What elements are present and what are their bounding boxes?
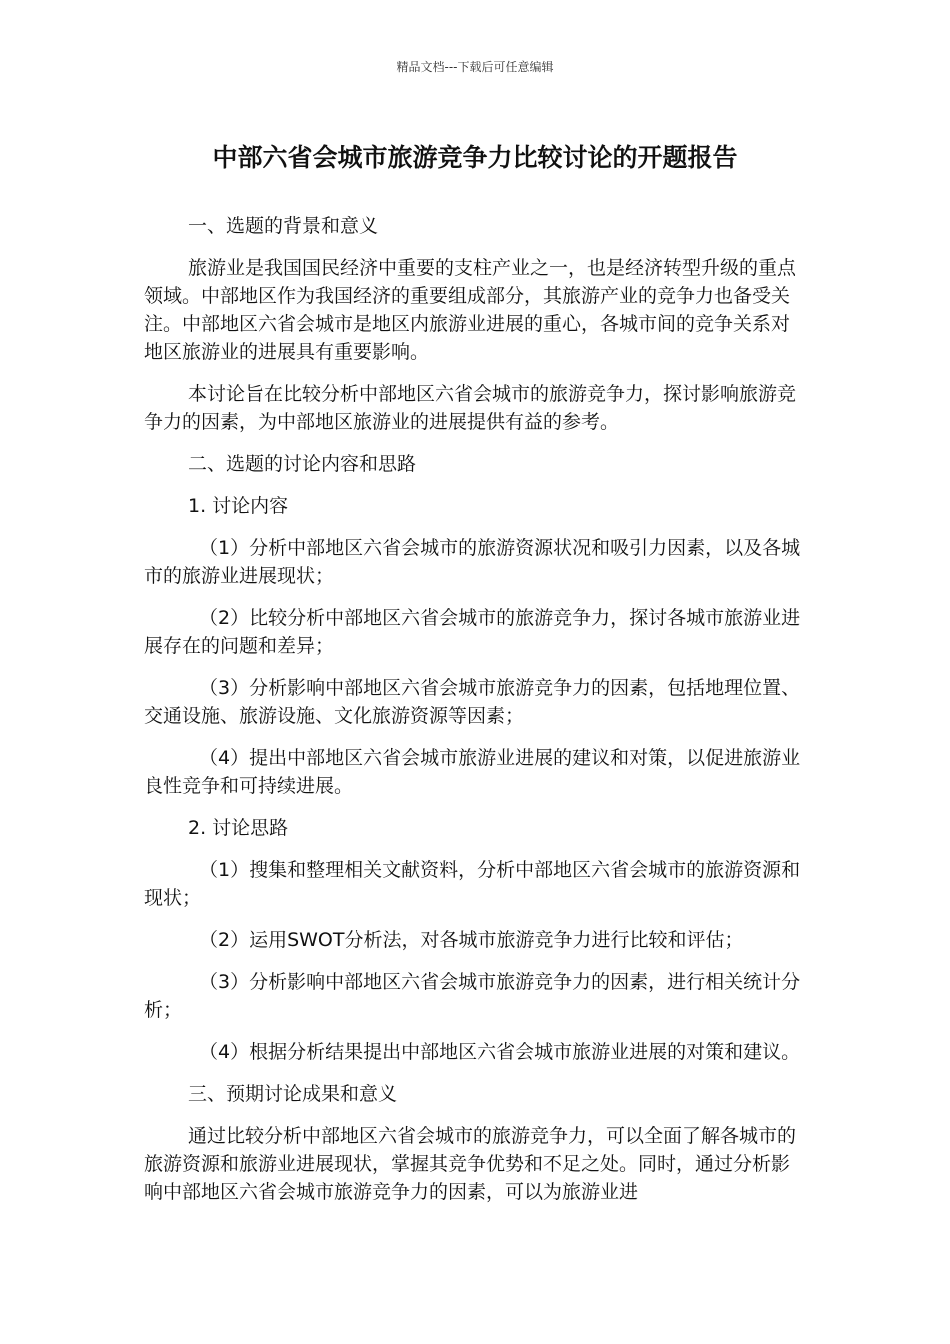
subsection-heading: 2. 讨论思路 bbox=[188, 817, 289, 839]
list-item: （2）运用SWOT分析法，对各城市旅游竞争力进行比较和评估； bbox=[199, 929, 744, 951]
document-body bbox=[144, 212, 806, 1220]
list-item: （1）搜集和整理相关文献资料，分析中部地区六省会城市的旅游资源和现状； bbox=[144, 859, 801, 909]
list-item: （1）分析中部地区六省会城市的旅游资源状况和吸引力因素，以及各城市的旅游业进展现状； bbox=[144, 537, 801, 587]
body-paragraph: 通过比较分析中部地区六省会城市的旅游竞争力，可以全面了解各城市的旅游资源和旅游业进展现状，掌握其竞争优势和不足之处。同时，通过分析影响中部地区六省会城市旅游竞争力的因素，可以为旅游业进 bbox=[144, 1125, 797, 1203]
list-item: （4）根据分析结果提出中部地区六省会城市旅游业进展的对策和建议。 bbox=[199, 1041, 801, 1063]
section-heading-2: 二、选题的讨论内容和思路 bbox=[188, 453, 417, 475]
document-title: 中部六省会城市旅游竞争力比较讨论的开题报告 bbox=[212, 143, 738, 172]
list-item: （3）分析影响中部地区六省会城市旅游竞争力的因素，进行相关统计分析； bbox=[144, 971, 801, 1021]
page-header-watermark: 精品文档---下载后可任意编辑 bbox=[396, 60, 554, 74]
list-item: （2）比较分析中部地区六省会城市的旅游竞争力，探讨各城市旅游业进展存在的问题和差异； bbox=[144, 607, 801, 657]
section-heading-3: 三、预期讨论成果和意义 bbox=[188, 1083, 398, 1105]
body-paragraph: 旅游业是我国国民经济中重要的支柱产业之一，也是经济转型升级的重点领域。中部地区作为我国经济的重要组成部分，其旅游产业的竞争力也备受关注。中部地区六省会城市是地区内旅游业进展的重心，各城市间的竞争关系对地区旅游业的进展具有重要影响。 bbox=[144, 257, 797, 363]
list-item: （4）提出中部地区六省会城市旅游业进展的建议和对策，以促进旅游业良性竞争和可持续进展。 bbox=[144, 747, 801, 797]
section-heading-1: 一、选题的背景和意义 bbox=[188, 215, 379, 237]
subsection-heading: 1. 讨论内容 bbox=[188, 495, 289, 517]
list-item: （3）分析影响中部地区六省会城市旅游竞争力的因素，包括地理位置、交通设施、旅游设施、文化旅游资源等因素； bbox=[144, 677, 801, 727]
body-paragraph: 本讨论旨在比较分析中部地区六省会城市的旅游竞争力，探讨影响旅游竞争力的因素，为中部地区旅游业的进展提供有益的参考。 bbox=[144, 383, 797, 433]
